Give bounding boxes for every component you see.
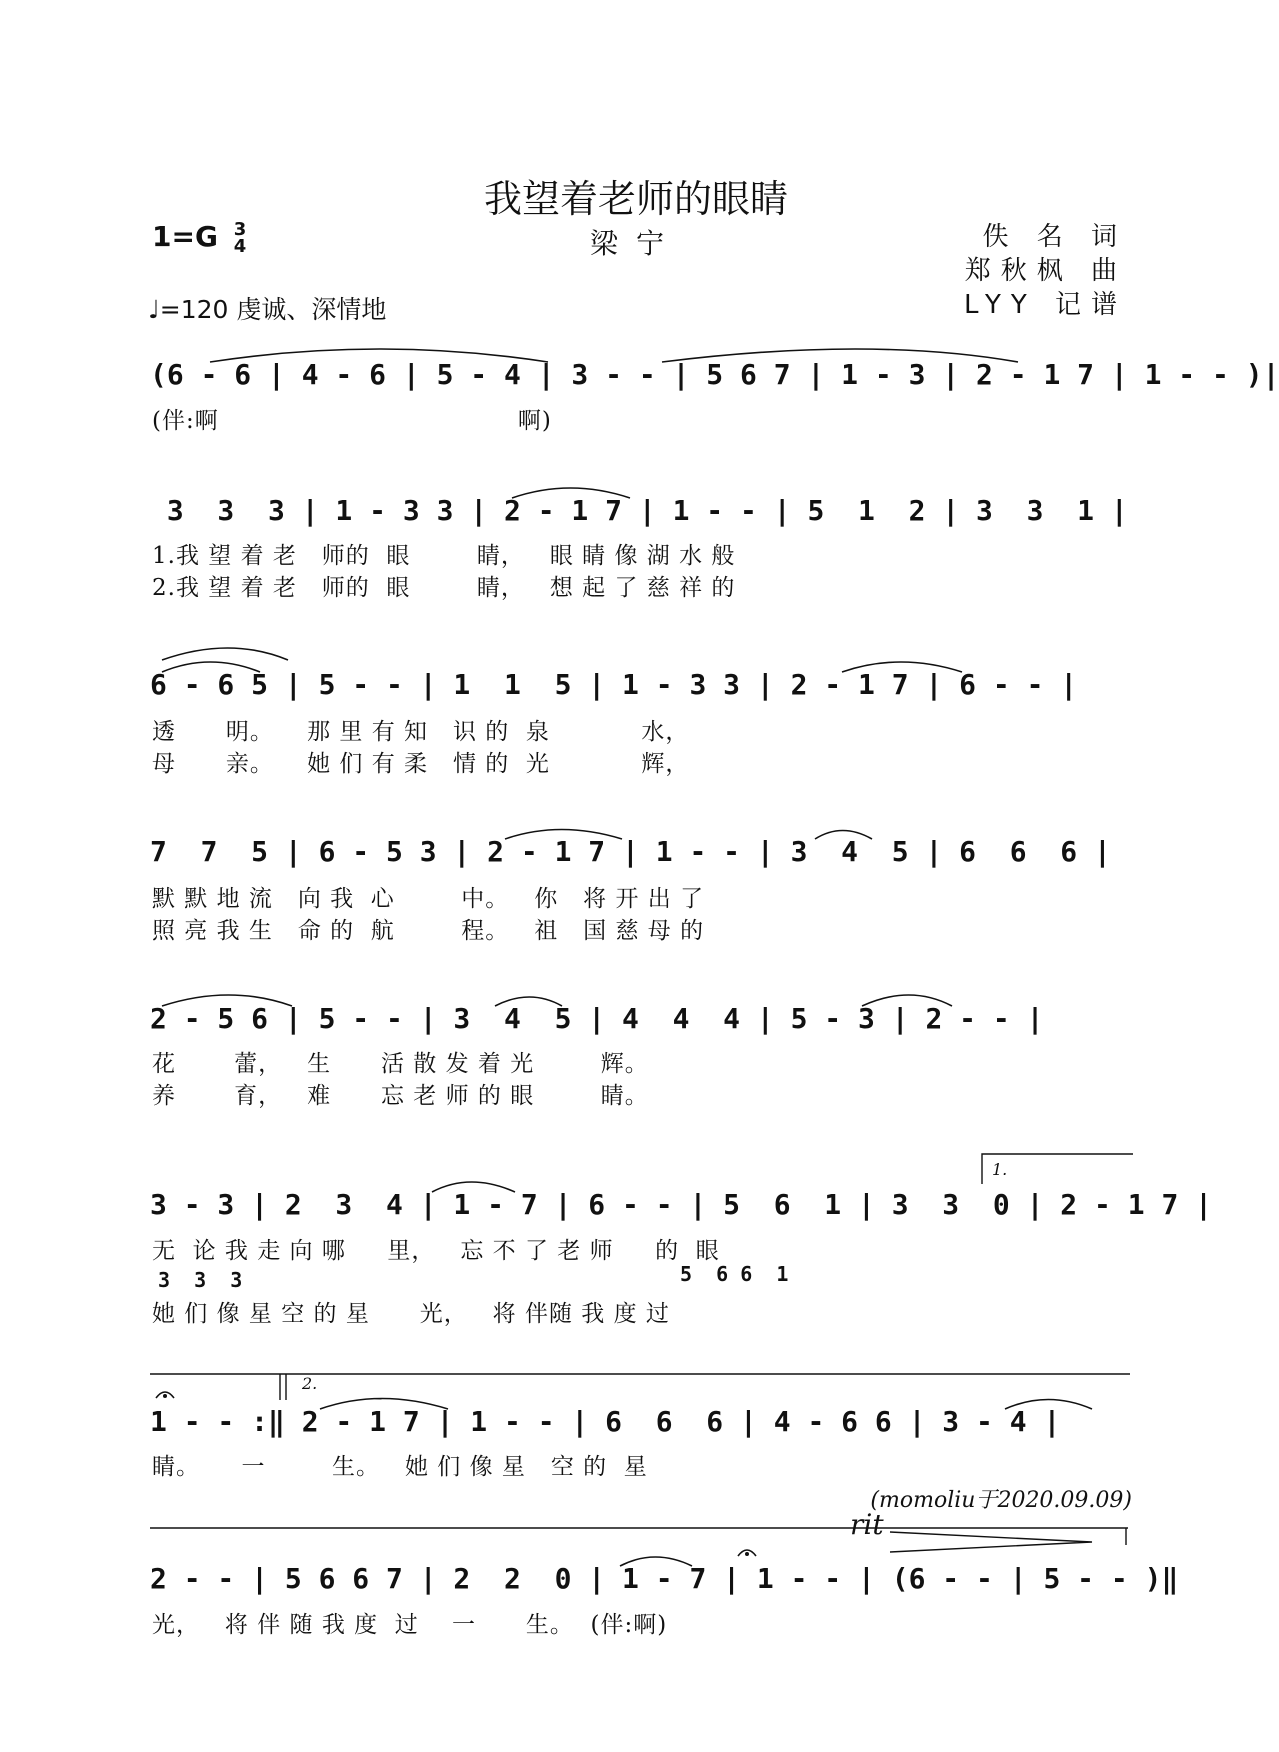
system-0-lyric-0: (伴:啊 啊): [152, 408, 552, 434]
system-3-lyric-1: 照 亮 我 生 命 的 航 程。 祖 国 慈 母 的: [152, 918, 705, 944]
slur-intro-2: [662, 349, 1018, 362]
slur-s4a: [162, 995, 292, 1006]
system-7-lyric-0: 光， 将 伴 随 我 度 过 一 生。 (伴:啊): [152, 1612, 668, 1638]
system-1-lyric-0: 1.我 望 着 老 师的 眼 睛， 眼 睛 像 湖 水 般: [152, 543, 736, 569]
slur-s5: [432, 1182, 515, 1192]
system-3-lyric-0: 默 默 地 流 向 我 心 中。 你 将 开 出 了: [152, 886, 705, 912]
slur-s1: [512, 488, 630, 498]
slur-s7: [620, 1557, 692, 1566]
system-3-notes: 7 7 5 | 6 - 5 3 | 2 - 1 7 | 1 - - | 3 4 5 | 6 6 6 |: [150, 835, 1111, 868]
slur-intro-1: [210, 349, 548, 362]
fermata-s6-dot: [163, 1394, 167, 1398]
slur-s3a: [505, 830, 622, 840]
tempo-marking: ♩=120 虔诚、深情地: [148, 295, 387, 324]
fermata-s7-dot: [745, 1552, 749, 1556]
system-5-alt-notes-1: 3 3 3: [158, 1268, 243, 1292]
system-1-notes: 3 3 3 | 1 - 3 3 | 2 - 1 7 | 1 - - | 5 1 2 | 3 3 1 |: [150, 494, 1128, 527]
lyricist: 佚 名 词: [982, 222, 1127, 252]
volta-1-label: 1.: [992, 1160, 1008, 1179]
slur-s3b: [815, 831, 872, 840]
slur-s2c: [842, 662, 962, 672]
system-2-notes: 6 - 6 5 | 5 - - | 1 1 5 | 1 - 3 3 | 2 - 1 7 | 6 - - |: [150, 668, 1078, 701]
volta-1-bracket: [982, 1154, 1133, 1184]
system-5-lyric-0: 无 论 我 走 向 哪 里， 忘 不 了 老 师 的 眼: [152, 1238, 720, 1264]
system-2-lyric-1: 母 亲。 她 们 有 柔 情 的 光 辉，: [152, 751, 690, 777]
volta-2-label: 2.: [302, 1374, 318, 1393]
ritardando-marking: rit: [850, 1508, 884, 1541]
system-4-notes: 2 - 5 6 | 5 - - | 3 4 5 | 4 4 4 | 5 - 3 | 2 - - |: [150, 1002, 1044, 1035]
composer: 郑秋枫 曲: [964, 256, 1127, 286]
key-label: 1=G: [152, 220, 218, 253]
system-0-notes: (6 - 6 | 4 - 6 | 5 - 4 | 3 - - | 5 6 7 | 1 - 3 | 2 - 1 7 | 1 - - )|: [150, 358, 1279, 391]
song-title: 我望着老师的眼睛: [483, 177, 788, 221]
slur-s4b: [495, 997, 562, 1006]
slur-s4c: [862, 995, 952, 1006]
system-5-alt-lyric: 她 们 像 星 空 的 星 光， 将 伴随 我 度 过: [152, 1301, 670, 1327]
system-7-notes: 2 - - | 5 6 6 7 | 2 2 0 | 1 - 7 | 1 - - | (6 - - | 5 - - )‖: [150, 1562, 1179, 1595]
system-6-notes: 1 - - :‖ 2 - 1 7 | 1 - - | 6 6 6 | 4 - 6 6 | 3 - 4 |: [150, 1405, 1061, 1438]
slur-s2a: [162, 662, 260, 672]
decrescendo-hairpin: [890, 1532, 1092, 1552]
time-top: 3: [233, 219, 247, 240]
time-bottom: 4: [233, 236, 247, 257]
transcriber: LYY 记谱: [963, 290, 1127, 320]
system-4-lyric-0: 花 蕾， 生 活 散 发 着 光 辉。: [152, 1051, 649, 1077]
slur-s6a: [320, 1399, 448, 1410]
slur-s6b: [1005, 1400, 1092, 1410]
slur-s2b: [162, 648, 288, 660]
transcriber-signature: (momoliu于2020.09.09): [870, 1488, 1132, 1513]
system-1-lyric-1: 2.我 望 着 老 师的 眼 睛， 想 起 了 慈 祥 的: [152, 575, 736, 601]
system-2-lyric-0: 透 明。 那 里 有 知 识 的 泉 水，: [152, 719, 690, 745]
system-4-lyric-1: 养 育， 难 忘 老 师 的 眼 睛。: [152, 1083, 649, 1109]
singer: 梁宁: [589, 227, 682, 260]
system-5-notes: 3 - 3 | 2 3 4 | 1 - 7 | 6 - - | 5 6 1 | 3 3 0 | 2 - 1 7 |: [150, 1188, 1213, 1221]
system-6-lyric-0: 睛。 一 生。 她 们 像 星 空 的 星: [152, 1454, 648, 1480]
system-5-alt-notes-2: 5 6 6 1: [680, 1262, 789, 1286]
